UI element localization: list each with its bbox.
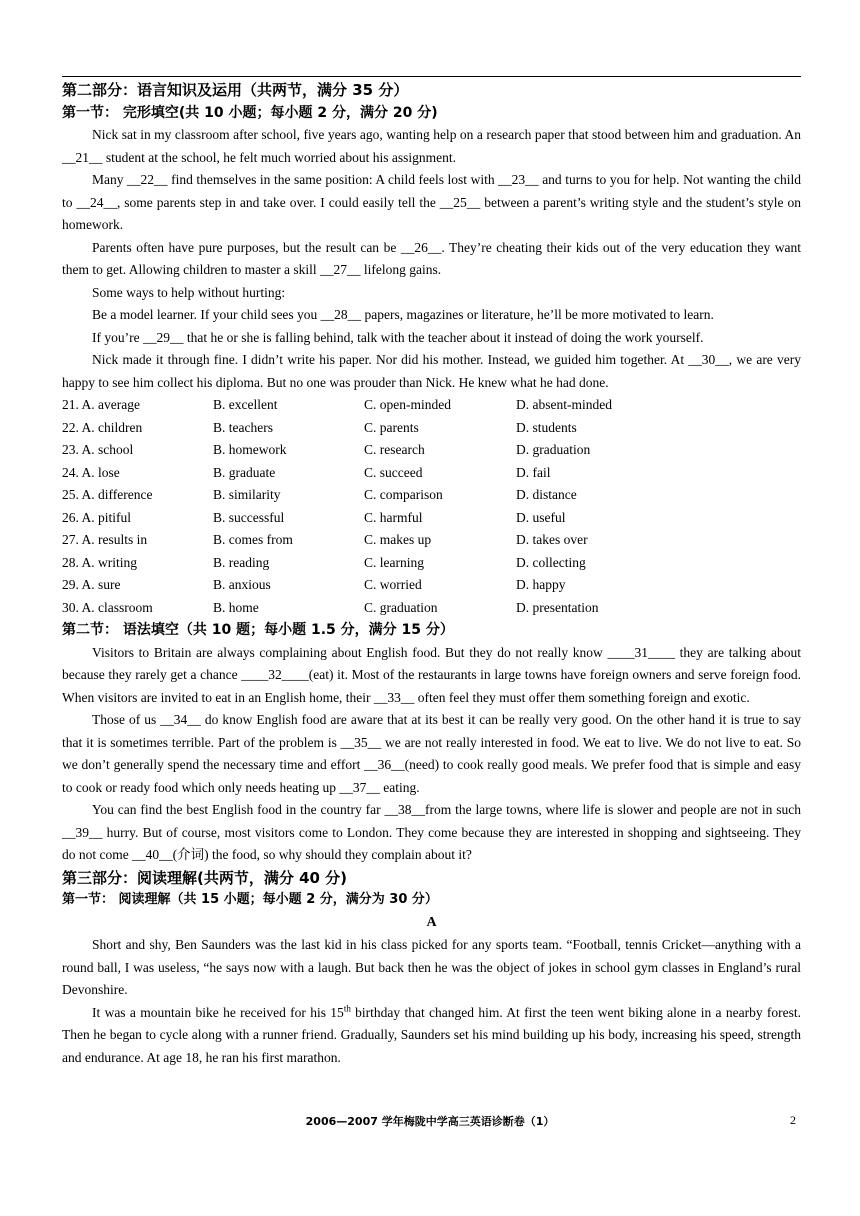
option-b: B. homework <box>213 442 287 457</box>
option-row <box>62 552 801 575</box>
option-b: B. successful <box>213 509 285 525</box>
reading-paragraph <box>62 1002 801 1070</box>
reading-text: It was a mountain bike he received for his 15 <box>92 1004 344 1020</box>
exam-page <box>62 76 801 1069</box>
reading-paragraph: Short and shy, Ben Saunders was the last kid in his class picked for any sports team. “Football, tennis Cricket—anything with a round ball, I was useless, “he says now with a laugh. But back then he was the object of jokes in school gym classes in England’s rural Devonshire. <box>62 937 801 997</box>
option-a: 21. A. average <box>62 397 140 412</box>
option-row <box>62 484 801 507</box>
option-b: B. graduate <box>213 464 276 480</box>
part3-section1-title: 第一节： 阅读理解（共 15 小题；每小题 2 分，满分为 30 分） <box>62 892 438 907</box>
cloze-paragraph: Parents often have pure purposes, but the result can be __26__. They’re cheating their kids out of the very education they want them to get. Allowing children to master a skill __27__ lifelong gains. <box>62 239 801 277</box>
option-c: C. makes up <box>364 532 432 547</box>
option-a: 22. A. children <box>62 419 143 435</box>
option-row <box>62 462 801 485</box>
cloze-paragraph: Many __22__ find themselves in the same position: A child feels lost with __23__ and turns to you for help. Not wanting the child to __24__, some parents step in and take over. I could easily tell the __25__ between a parent’s writing style and the student’s style on homework. <box>62 172 801 232</box>
option-c: C. open-minded <box>364 397 451 412</box>
option-a: 28. A. writing <box>62 554 138 570</box>
page-number: 2 <box>790 1113 796 1127</box>
option-row <box>62 394 801 417</box>
option-a: 27. A. results in <box>62 532 148 547</box>
option-c: C. harmful <box>364 509 423 525</box>
option-row <box>62 529 801 552</box>
option-c: C. worried <box>364 577 422 592</box>
top-rule <box>62 76 801 77</box>
option-row <box>62 417 801 440</box>
grammar-paragraph: You can find the best English food in the country far __38__from the large towns, where life is slower and people are not in such __39__ hurry. But of course, most visitors come to London. They come because they are interested in shopping and sightseeing. They do not come __40__(介词) the food, so why should they complain about it? <box>62 802 801 862</box>
option-b: B. reading <box>213 554 270 570</box>
ordinal-suffix: th <box>343 1003 351 1013</box>
passage-label: A <box>426 914 437 930</box>
option-c: C. research <box>364 442 425 457</box>
option-d: D. graduation <box>516 442 591 457</box>
cloze-paragraph: Nick made it through fine. I didn’t write his paper. Nor did his mother. Instead, we guided him together. At __30__, we are very happy to see him collect his diploma. But no one was prouder than Nick. He knew what he had done. <box>62 352 801 390</box>
option-c: C. succeed <box>364 464 423 480</box>
option-a: 29. A. sure <box>62 577 121 592</box>
option-b: B. anxious <box>213 577 271 592</box>
page-footer: 2006—2007 学年梅陇中学高三英语诊断卷（1） <box>305 1115 555 1128</box>
option-b: B. home <box>213 599 259 615</box>
section2-title: 第二节： 语法填空（共 10 题；每小题 1.5 分，满分 15 分） <box>62 622 454 638</box>
option-a: 25. A. difference <box>62 487 153 502</box>
option-a: 24. A. lose <box>62 464 120 480</box>
option-a: 23. A. school <box>62 442 134 457</box>
cloze-options <box>62 394 801 619</box>
cloze-paragraph: Some ways to help without hurting: <box>92 284 286 300</box>
part3-title: 第三部分：阅读理解(共两节，满分 40 分) <box>62 868 348 887</box>
option-a: 30. A. classroom <box>62 599 153 615</box>
cloze-paragraph: If you’re __29__ that he or she is falling behind, talk with the teacher about it instead of doing the work yourself. <box>92 329 704 345</box>
option-d: D. collecting <box>516 554 586 570</box>
option-d: D. absent-minded <box>516 397 612 412</box>
section1-title: 第一节： 完形填空(共 10 小题；每小题 2 分，满分 20 分) <box>62 104 438 121</box>
option-d: D. takes over <box>516 532 588 547</box>
option-row <box>62 507 801 530</box>
option-b: B. teachers <box>213 419 273 435</box>
option-b: B. comes from <box>213 532 293 547</box>
option-b: B. excellent <box>213 397 278 412</box>
option-c: C. learning <box>364 554 424 570</box>
option-c: C. parents <box>364 419 419 435</box>
option-c: C. graduation <box>364 599 438 615</box>
part2-title: 第二部分：语言知识及运用（共两节，满分 35 分） <box>62 81 409 99</box>
option-d: D. students <box>516 419 577 435</box>
option-d: D. fail <box>516 464 551 480</box>
reading-text: birthday that changed him. At first the teen went biking alone in a nearby forest. Then he began to cycle along with a runner friend. Gradually, Saunders set his mind building up his body, increasing his speed, strength and endurance. At age 18, he ran his first marathon. <box>62 1004 801 1065</box>
cloze-paragraph: Be a model learner. If your child sees you __28__ papers, magazines or literature, he’ll be more motivated to learn. <box>92 307 714 322</box>
option-row <box>62 439 801 462</box>
option-d: D. happy <box>516 577 566 592</box>
cloze-paragraph: Nick sat in my classroom after school, five years ago, wanting help on a research paper that stood between him and graduation. An __21__ student at the school, he felt much worried about his assignment. <box>62 127 801 165</box>
option-d: D. distance <box>516 487 577 502</box>
option-row <box>62 597 801 620</box>
option-a: 26. A. pitiful <box>62 509 132 525</box>
option-d: D. useful <box>516 509 566 525</box>
option-b: B. similarity <box>213 487 281 502</box>
option-d: D. presentation <box>516 599 599 615</box>
grammar-paragraph: Visitors to Britain are always complaining about English food. But they do not really know ____31____ they are talking about because they rarely get a chance ____32____(eat) it. Most of the restaurants in large towns have foreign owners and serve foreign food. When visitors are invited to eat in an English home, their __33__ often feel they must offer them something foreign and exotic. <box>62 644 801 705</box>
option-c: C. comparison <box>364 487 443 502</box>
grammar-paragraph: Those of us __34__ do know English food are aware that at its best it can be really very good. On the other hand it is true to say that it is sometimes terrible. Part of the problem is __35__ we are not really interested in food. We eat to live. We do not live to eat. So we don’t generally spend the necessary time and effort __36__(need) to cook really good meals. We prefer food that is simple and easy to cook or ready food which only needs heating up __37__ eating. <box>62 712 801 795</box>
option-row <box>62 574 801 597</box>
